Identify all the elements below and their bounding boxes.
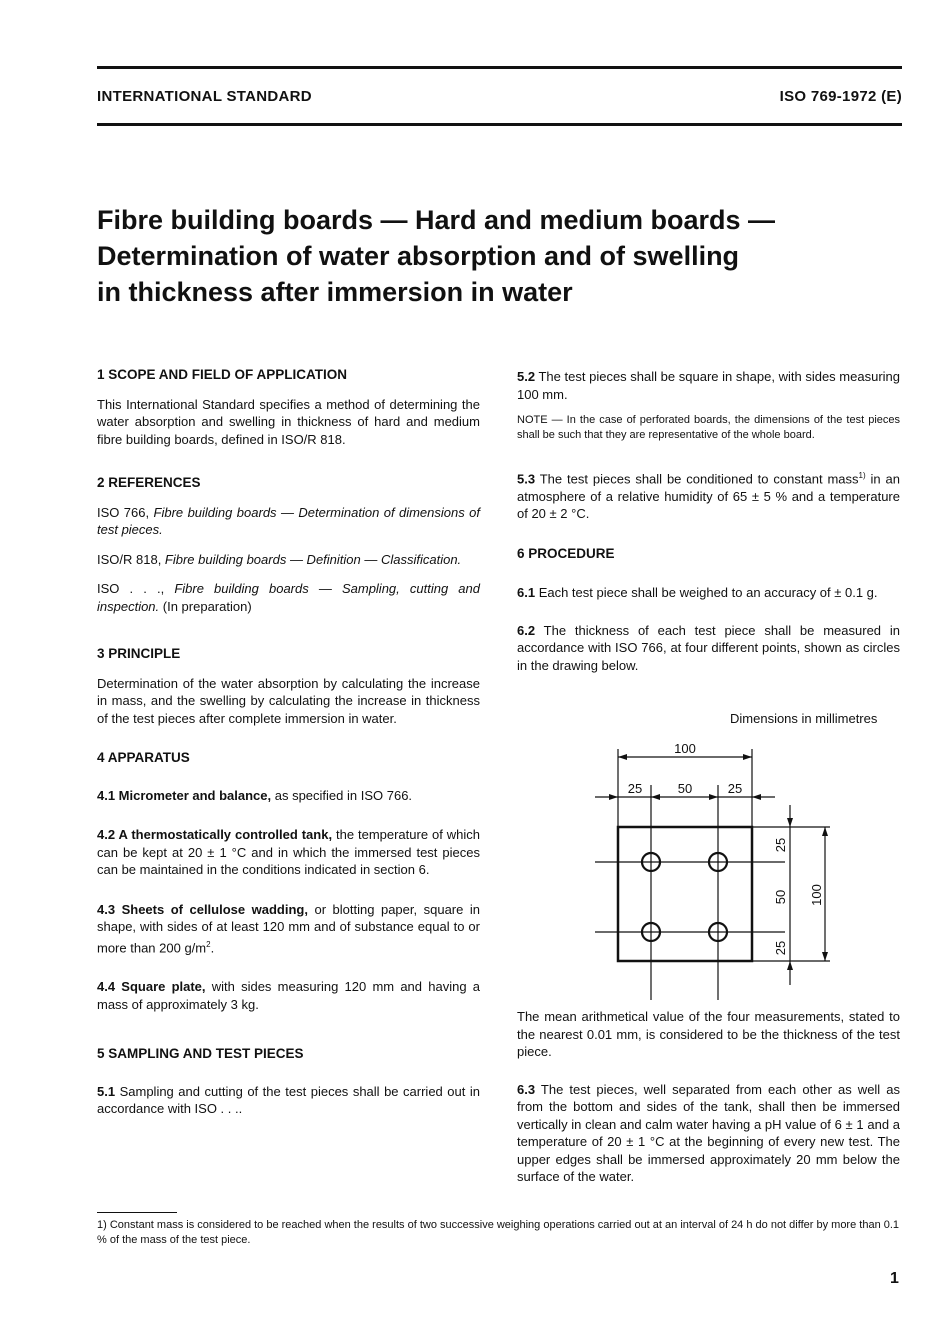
- title-line-1: Fibre building boards — Hard and medium boards —: [97, 205, 776, 235]
- clause-5-3: [517, 467, 900, 523]
- ref-2-title: Fibre building boards — Definition — Classification.: [164, 551, 462, 567]
- ref-3-title: Fibre building boards — Sampling, cutting and inspection.: [97, 581, 480, 614]
- dim-side-b: 50: [773, 889, 788, 905]
- footnote: 1) Constant mass is considered to be reached when the results of two successive weighing operations carried out at an interval of 24 h do not differ by more than 0.1 % of the mass of the test piece.: [97, 1219, 900, 1246]
- arrow-mid-left: [651, 794, 660, 800]
- right-column-lower: [517, 1008, 900, 1198]
- clause-4-3-superscript: 2: [206, 939, 211, 949]
- clause-6-3-label: 6.3: [517, 1081, 536, 1097]
- note-perforated-boards: NOTE — In the case of perforated boards, the dimensions of the test pieces shall be such that they are representative of the whole board.: [517, 414, 900, 441]
- clause-4-3-end: .: [210, 939, 215, 955]
- arrow-row2-left: [609, 794, 618, 800]
- arrow-mid-right: [709, 794, 718, 800]
- clause-5-1: [97, 1083, 480, 1118]
- arrow-side-top: [787, 818, 793, 827]
- dim-top-overall: 100: [674, 741, 696, 756]
- clause-6-3: [517, 1081, 900, 1186]
- arrow-top-left: [618, 754, 627, 760]
- title-line-3: in thickness after immersion in water: [97, 277, 573, 307]
- section-1-text: This International Standard specifies a method of determining the water absorption and swelling in thickness of hard and medium fibre building boards, defined in ISO/R 818.: [97, 396, 480, 447]
- arrow-top-right: [743, 754, 752, 760]
- clause-4-1: [97, 787, 480, 805]
- arrow-overall-bottom: [822, 952, 828, 961]
- clause-6-1: [517, 584, 900, 602]
- clause-4-3-label: 4.3 Sheets of cellulose wadding,: [97, 901, 308, 917]
- title-line-2: Determination of water absorption and of swelling: [97, 241, 740, 271]
- dimensions-caption: Dimensions in millimetres: [730, 711, 878, 726]
- right-column: [517, 368, 900, 686]
- clause-4-3: [97, 901, 480, 957]
- section-6-heading: 6 PROCEDURE: [517, 545, 615, 561]
- section-3-text: Determination of the water absorption by calculating the increase in mass, and the swelling by calculating the increase in thickness of the test pieces after complete immersion in water.: [97, 675, 480, 726]
- section-2-heading: 2 REFERENCES: [97, 475, 201, 490]
- arrow-side-bottom: [787, 961, 793, 970]
- ref-1-title: Fibre building boards — Determination of dimensions of test pieces.: [97, 504, 480, 537]
- dim-side-a: 25: [773, 837, 788, 853]
- dim-side-c: 25: [773, 940, 788, 956]
- reference-iso-r-818: [97, 551, 480, 569]
- ref-2-number: ISO/R 818,: [97, 551, 165, 567]
- header-bottom-rule: [97, 123, 902, 126]
- footnote-ref: 1): [858, 471, 866, 480]
- clause-5-1-label: 5.1: [97, 1083, 116, 1099]
- ref-3-number: ISO . . .,: [97, 581, 175, 596]
- clause-5-3-text: The test pieces shall be conditioned to constant mass: [535, 471, 859, 487]
- clause-5-2: [517, 368, 900, 403]
- dim-top-c: 25: [727, 781, 743, 796]
- clause-6-3-text: The test pieces, well separated from each other as well as from the bottom and sides of the tank, shall then be immersed vertically in clean and calm water having a pH value of 6 ± 1 and a temperature of 20 ± 1 °C at the beginning of every new test. The upper edges shall be immersed approximately 20 mm below the surface of the water.: [517, 1081, 900, 1184]
- arrow-overall-top: [822, 827, 828, 836]
- clause-6-1-text: Each test piece shall be weighed to an accuracy of ± 0.1 g.: [535, 585, 878, 601]
- clause-4-4: [97, 978, 480, 1013]
- ref-3-status: (In preparation): [159, 598, 252, 614]
- mean-measurement-text: The mean arithmetical value of the four measurements, stated to the nearest 0.01 mm, is considered to be the thickness of the test piece.: [517, 1009, 900, 1059]
- clause-6-2-text: The thickness of each test piece shall be measured in accordance with ISO 766, at four different points, shown as circles in the drawing below.: [517, 622, 900, 673]
- clause-4-4-text: with sides measuring 120 mm and having a mass of approximately 3 kg.: [97, 979, 480, 1012]
- left-column: [97, 366, 480, 1130]
- dim-top-a: 25: [627, 781, 643, 796]
- clause-4-2-text: the temperature of which can be kept at 20 ± 1 °C and in which the immersed test pieces can be maintained in the conditions indicated in section 6.: [97, 827, 480, 877]
- clause-4-3-text: or blotting paper, square in shape, with sides of at least 120 mm and of substance equal to or more than 200 g/m: [97, 901, 480, 955]
- test-piece-outline: [618, 827, 752, 961]
- reference-iso-sampling: [97, 580, 480, 615]
- dim-top-b: 50: [677, 781, 693, 796]
- clause-6-1-label: 6.1: [517, 585, 536, 601]
- test-piece-drawing: [585, 735, 865, 1000]
- document-title: [97, 202, 877, 310]
- page-number: 1: [890, 1270, 899, 1287]
- section-5-heading: 5 SAMPLING AND TEST PIECES: [97, 1046, 304, 1062]
- clause-5-2-label: 5.2: [517, 369, 536, 384]
- clause-5-1-text: Sampling and cutting of the test pieces shall be carried out in accordance with ISO . . ..: [97, 1083, 480, 1117]
- header-right: ISO 769-1972 (E): [779, 88, 902, 105]
- dim-side-overall: 100: [809, 884, 824, 906]
- clause-4-4-label: 4.4 Square plate,: [97, 979, 206, 995]
- clause-5-2-text: The test pieces shall be square in shape, with sides measuring 100 mm.: [517, 369, 900, 402]
- clause-4-2: [97, 826, 480, 879]
- clause-5-3-label: 5.3: [517, 471, 536, 487]
- ref-1-number: ISO 766,: [97, 504, 154, 520]
- arrow-row2-right: [752, 794, 761, 800]
- reference-iso-766: [97, 504, 480, 539]
- section-4-heading: 4 APPARATUS: [97, 750, 190, 765]
- clause-4-1-text: as specified in ISO 766.: [271, 787, 413, 803]
- clause-4-2-label: 4.2 A thermostatically controlled tank,: [97, 827, 333, 842]
- clause-4-1-label: 4.1 Micrometer and balance,: [97, 787, 272, 803]
- section-3-heading: 3 PRINCIPLE: [97, 646, 181, 661]
- header-top-rule: [97, 66, 902, 69]
- clause-5-3-text-2: in an atmosphere of a relative humidity of 65 ± 5 % and a temperature of 20 ± 2 °C.: [517, 471, 900, 522]
- clause-6-2: [517, 622, 900, 675]
- clause-6-2-label: 6.2: [517, 622, 536, 638]
- header-left: INTERNATIONAL STANDARD: [97, 88, 312, 105]
- section-1-heading: 1 SCOPE AND FIELD OF APPLICATION: [97, 367, 348, 382]
- footnote-rule: [97, 1212, 177, 1213]
